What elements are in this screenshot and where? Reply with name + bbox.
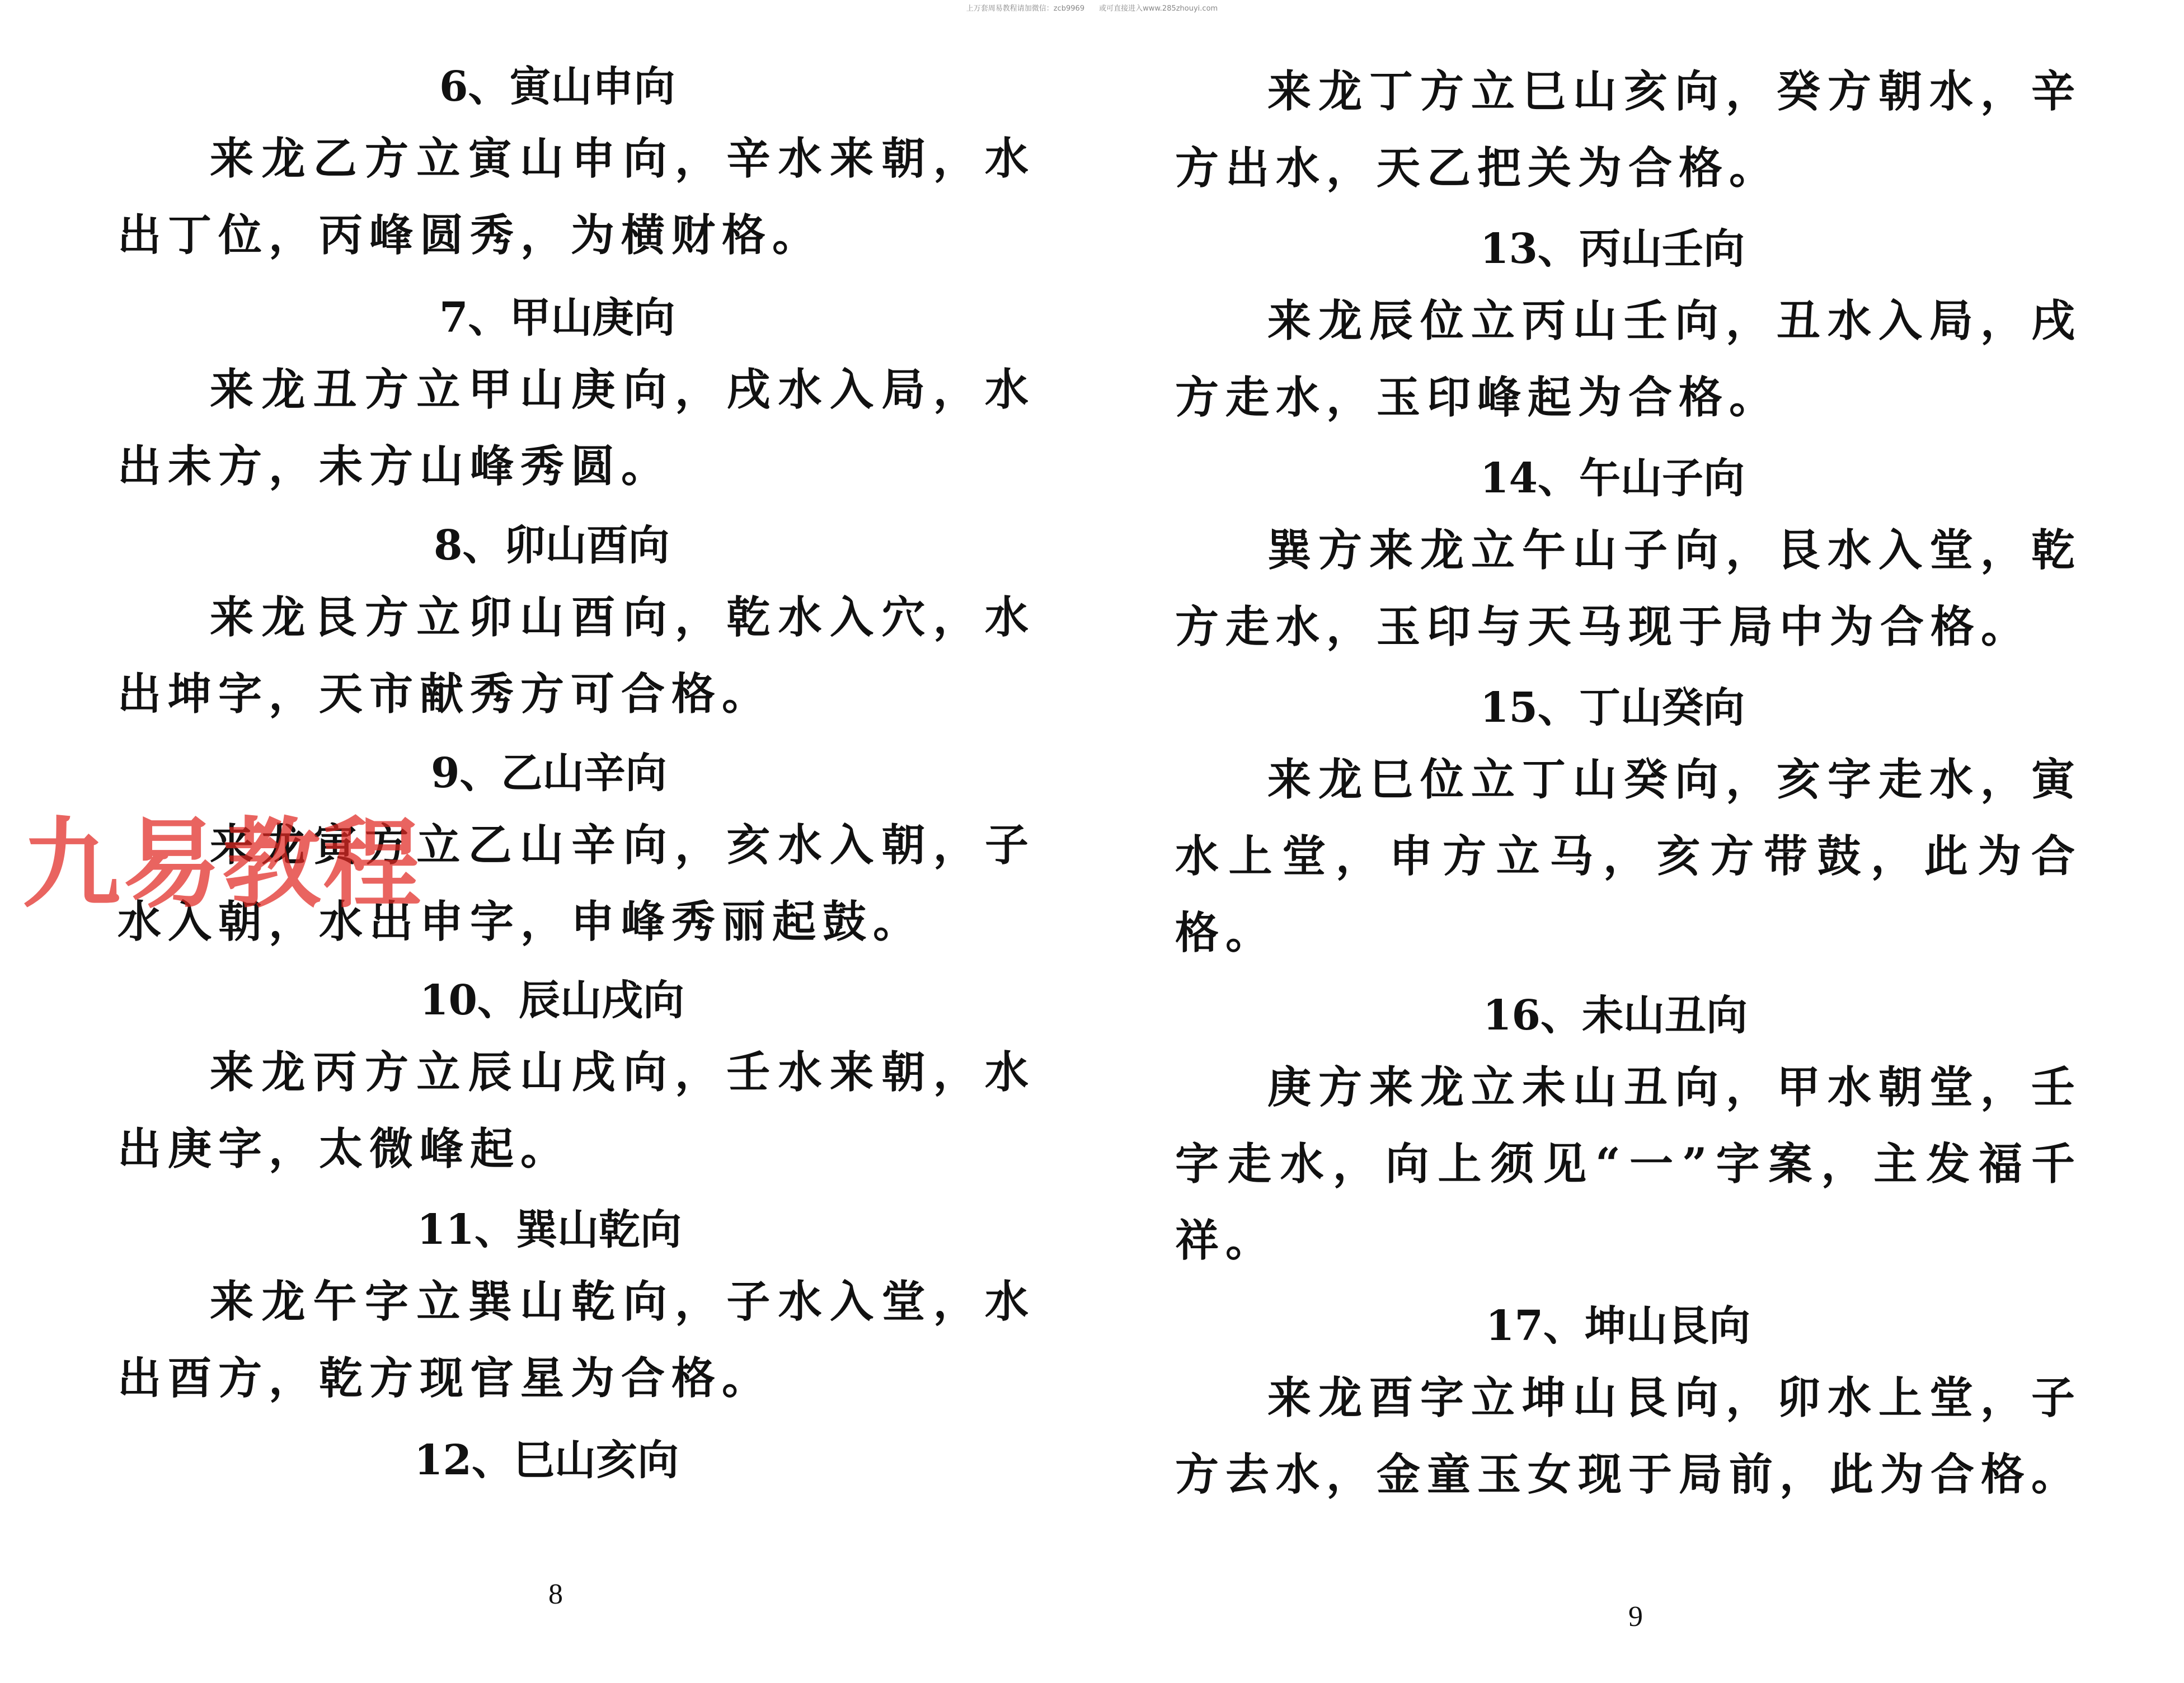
page-number: 8	[548, 1578, 563, 1610]
section-16	[1175, 982, 2082, 1279]
section-11	[118, 1196, 1035, 1417]
section-heading: 6、寅山申向	[439, 63, 675, 111]
section-12	[118, 1427, 1035, 1494]
section-13	[1175, 215, 2082, 436]
section-heading: 7、甲山庚向	[439, 294, 675, 342]
section-14	[1175, 445, 2082, 665]
section-body: 来龙午字立巽山乾向，子水入堂，水出酉方，乾方现官星为合格。	[118, 1276, 1035, 1404]
section-15	[1175, 674, 2082, 971]
right-page	[1175, 0, 2082, 1683]
section-heading: 14、午山子向	[1480, 454, 1745, 502]
section-heading: 12、巳山亥向	[414, 1436, 679, 1484]
section-8	[118, 512, 1035, 732]
page-number: 9	[1628, 1601, 1643, 1633]
section-heading: 11、巽山乾向	[417, 1206, 682, 1254]
section-7	[118, 284, 1035, 505]
section-body: 来龙寅方立乙山辛向，亥水入朝，子水入朝，水出申字，申峰秀丽起鼓。	[118, 820, 1035, 947]
section-heading: 13、丙山壬向	[1480, 225, 1745, 273]
section-12-continued	[1175, 53, 2082, 206]
header-note: 上万套周易教程请加微信：zcb9969 或可直接进入www.285zhouyi.com	[966, 4, 1218, 13]
watermark-logo: 九易教程	[22, 808, 423, 922]
section-heading: 16、未山丑向	[1483, 991, 1748, 1040]
section-6	[118, 53, 1035, 274]
section-body: 巽方来龙立午山子向，艮水入堂，乾方走水，玉印与天马现于局中为合格。	[1175, 525, 2082, 652]
section-body: 来龙酉字立坤山艮向，卯水上堂，子方去水，金童玉女现于局前，此为合格。	[1175, 1372, 2082, 1500]
section-heading: 15、丁山癸向	[1480, 684, 1745, 732]
section-17	[1175, 1292, 2082, 1513]
section-body: 来龙辰位立丙山壬向，丑水入局，戌方走水，玉印峰起为合格。	[1175, 295, 2082, 423]
section-10	[118, 967, 1035, 1187]
section-body: 庚方来龙立未山丑向，甲水朝堂，壬字走水，向上须见“一”字案，主发福千祥。	[1175, 1062, 2082, 1266]
section-heading: 8、卯山酉向	[434, 521, 670, 570]
section-heading: 9、乙山辛向	[431, 749, 667, 797]
section-body: 来龙丑方立甲山庚向，戌水入局，水出未方，未方山峰秀圆。	[118, 364, 1035, 492]
section-heading: 17、坤山艮向	[1486, 1302, 1750, 1350]
section-body: 来龙乙方立寅山申向，辛水来朝，水出丁位，丙峰圆秀，为横财格。	[118, 133, 1035, 261]
section-body: 来龙丁方立巳山亥向，癸方朝水，辛方出水，天乙把关为合格。	[1175, 66, 2082, 194]
section-body: 来龙艮方立卯山酉向，乾水入穴，水出坤字，天市献秀方可合格。	[118, 592, 1035, 720]
section-heading: 10、辰山戌向	[420, 976, 684, 1024]
section-body: 来龙丙方立辰山戌向，壬水来朝，水出庚字，太微峰起。	[118, 1047, 1035, 1174]
section-body: 来龙巳位立丁山癸向，亥字走水，寅水上堂，申方立马，亥方带鼓，此为合格。	[1175, 754, 2082, 958]
